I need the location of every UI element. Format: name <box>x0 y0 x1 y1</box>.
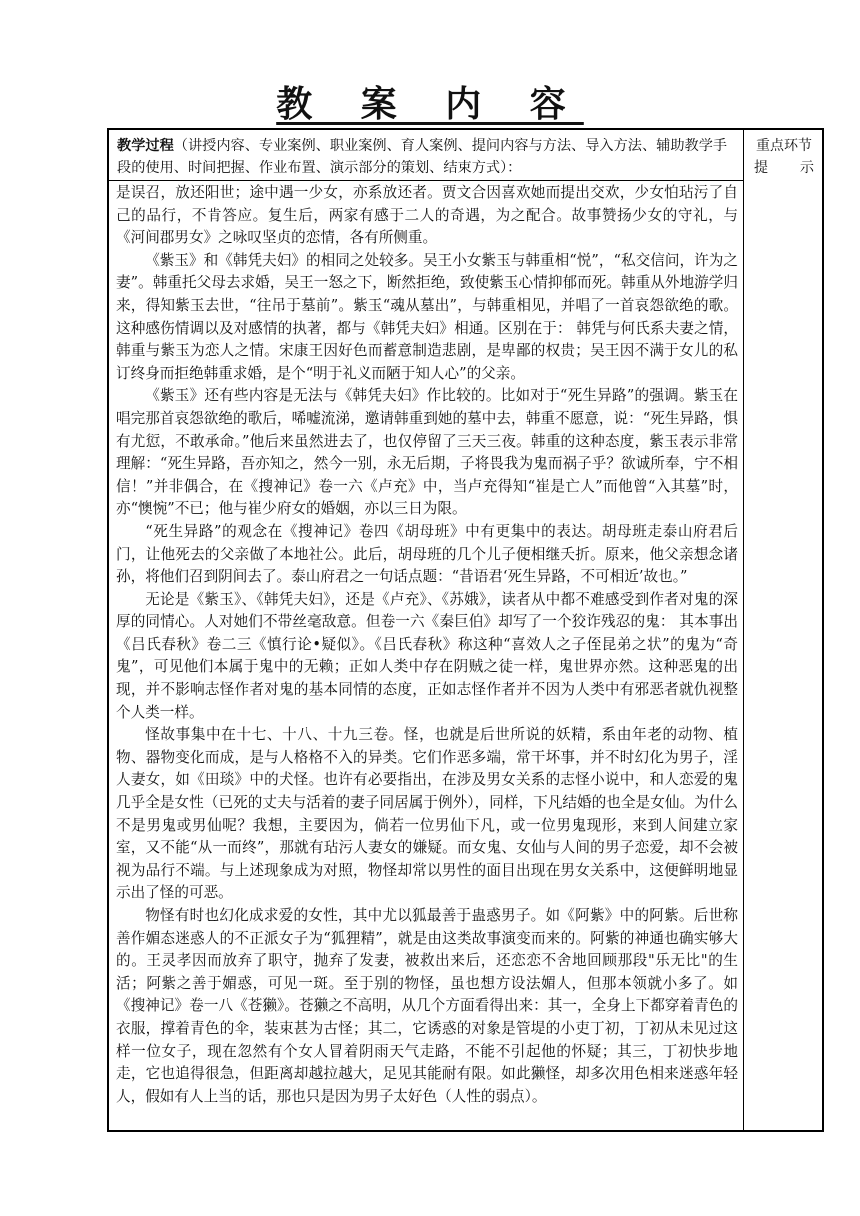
paragraph: “死生异路”的观念在《搜神记》卷四《胡母班》中有更集中的表达。胡母班走泰山府君后门，让他死去的父亲做了本地社公。此后，胡母班的几个儿子便相继夭折。原来，他父亲想念诸孙，将他们召到阴间去了。泰山府君之一句话点题：“昔语君‘死生异路，不可相近’故也。” <box>116 522 738 586</box>
teaching-process-desc: （讲授内容、专业案例、职业案例、育人案例、提问内容与方法、导入方法、辅助教学手段的使用、时间把握、作业布置、演示部分的策划、结束方式）： <box>117 138 728 176</box>
header-divider <box>107 180 743 181</box>
key-points-header <box>746 135 822 179</box>
lesson-body <box>116 182 738 1108</box>
column-divider <box>743 128 744 1132</box>
hint-label: 提 示 <box>754 160 814 176</box>
paragraph: 怪故事集中在十七、十八、十九三卷。怪，也就是后世所说的妖精，系由年老的动物、植物、器物变化而成，是与人格格不入的异类。它们作恶多端，常干坏事，并不时幻化为男子，淫人妻女，如《田琰》中的犬怪。也许有必要指出，在涉及男女关系的志怪小说中，和人恋爱的鬼几乎全是女性（已死的丈夫与活着的妻子同居属于例外），同样，下凡结婚的也全是女仙。为什么不是男鬼或男仙呢？我想，主要因为，倘若一位男仙下凡，或一位男鬼现形，来到人间建立家室，又不能“从一而终”，那就有玷污人妻女的嫌疑。而女鬼、女仙与人间的男子恋爱，却不会被视为品行不端。与上述现象成为对照，物怪却常以男性的面目出现在男女关系中，这便鲜明地显示出了怪的可恶。 <box>116 726 738 902</box>
teaching-process-label: 教学过程 <box>117 138 174 154</box>
paragraph: 《紫玉》和《韩凭夫妇》的相同之处较多。吴王小女紫玉与韩重相“悦”，“私交信问，许为之妻”。韩重托父母去求婚，吴王一怒之下，断然拒绝，致使紫玉心情抑郁而死。韩重从外地游学归来，得知紫玉去世，“往吊于墓前”。紫玉“魂从墓出”，与韩重相见，并唱了一首哀怨欲绝的歌。这种感伤情调以及对感情的执著，都与《韩凭夫妇》相通。区别在于： 韩凭与何氏系夫妻之情，韩重与紫玉为恋人之情。宋康王因好色而蓄意制造悲剧，是卑鄙的权贵；吴王因不满于女儿的私订终身而拒绝韩重求婚，是个“明于礼义而陋于知人心”的父亲。 <box>116 251 738 382</box>
paragraph: 物怪有时也幻化成求爱的女性，其中尤以狐最善于蛊惑男子。如《阿紫》中的阿紫。后世称善作媚态迷惑人的不正派女子为“狐狸精”，就是由这类故事演变而来的。阿紫的神通也确实够大的。王灵孝因而放弃了职守，抛弃了发妻，被救出来后，还恋恋不舍地回顾那段"乐无比"的生活；阿紫之善于媚惑，可见一斑。至于别的物怪，虽也想方设法媚人，但那本领就小多了。如《搜神记》卷一八《苍獭》。苍獭之不高明，从几个方面看得出来：其一，全身上下都穿着青色的衣服，撑着青色的伞，装束甚为古怪；其二，它诱惑的对象是管堤的小吏丁初，丁初从未见过这样一位女子，现在忽然有个女人冒着阴雨天气走路，不能不引起他的怀疑；其三，丁初快步地走，它也追得很急，但距离却越拉越大，足见其能耐有限。如此獭怪，却多次用色相来迷惑年轻人，假如有人上当的话，那也只是因为男子太好色（人性的弱点）。 <box>116 907 738 1105</box>
key-points-label: 重点环节 <box>756 138 812 154</box>
paragraph: 无论是《紫玉》、《韩凭夫妇》，还是《卢充》、《苏娥》，读者从中都不难感受到作者对鬼的深厚的同情心。人对她们不带丝毫敌意。但卷一六《秦巨伯》却写了一个狡诈残忍的鬼： 其本事出《吕氏春秋》卷二三《慎行论•疑似》。《吕氏春秋》称这种“喜效人之子侄昆弟之状”的鬼为“奇鬼”，可见他们本属于鬼中的无赖；正如人类中存在阴贼之徒一样，鬼世界亦然。这种恶鬼的出现，并不影响志怪作者对鬼的基本同情的态度，正如志怪作者并不因为人类中有邪恶者就仇视整个人类一样。 <box>116 590 738 721</box>
paragraph: 是误召，放还阳世；途中遇一少女，亦系放还者。贾文合因喜欢她而提出交欢，少女怕玷污了自己的品行，不肯答应。复生后，两家有感于二人的奇遇，为之配合。故事赞扬少女的守礼，与《河间郡男女》之咏叹坚贞的恋情，各有所侧重。 <box>116 184 738 247</box>
page-title: 教 案 内 容 <box>276 84 584 125</box>
teaching-process-header <box>117 135 737 179</box>
paragraph: 《紫玉》还有些内容是无法与《韩凭夫妇》作比较的。比如对于“死生异路”的强调。紫玉在唱完那首哀怨欲绝的歌后，唏嘘流涕，邀请韩重到她的墓中去，韩重不愿意，说：“死生异路，惧有尤愆，不敢承命。”他后来虽然进去了，也仅停留了三天三夜。韩重的这种态度，紫玉表示非常理解：“死生异路，吾亦知之，然今一别，永无后期，子将畏我为鬼而祸子乎？欲诚所奉，宁不相信！”并非偶合，在《搜神记》卷一六《卢充》中，当卢充得知“崔是亡人”而他曾“入其墓”时，亦“懊惋”不已；他与崔少府女的婚姻，亦以三日为限。 <box>116 387 738 518</box>
